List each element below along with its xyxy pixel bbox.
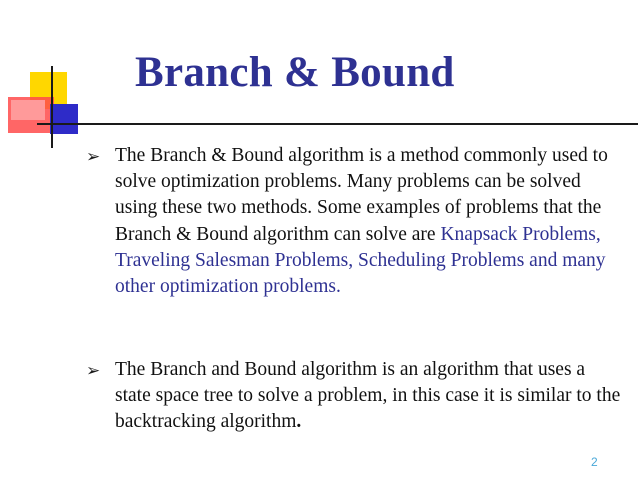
bullet-arrow-icon: ➢ <box>86 147 101 166</box>
bullet-arrow-icon: ➢ <box>86 361 101 380</box>
bullet-1-highlight-text: Knapsack Problems, Traveling Salesman Problems, Scheduling Problems and many other optimization problems. <box>115 223 606 298</box>
decorative-blue-square <box>50 104 78 134</box>
bullet-2-end-mark: . <box>296 411 302 433</box>
slide-title: Branch & Bound <box>135 49 455 96</box>
bullet-paragraph-1 <box>115 143 625 300</box>
title-underline <box>37 123 638 125</box>
page-number: 2 <box>591 455 598 469</box>
decorative-pink-square <box>11 100 45 120</box>
bullet-paragraph-2 <box>115 357 625 436</box>
bullet-2-text: The Branch and Bound algorithm is an algorithm that uses a state space tree to solve a problem, in this case it is similar to the backtracking algorithm <box>115 359 621 433</box>
bullet-1-text: The Branch & Bound algorithm is a method commonly used to solve optimization problems. Many problems can be solved using these two methods. Some examples of problems that the Branch & Bound algorithm can solve are <box>115 145 608 245</box>
